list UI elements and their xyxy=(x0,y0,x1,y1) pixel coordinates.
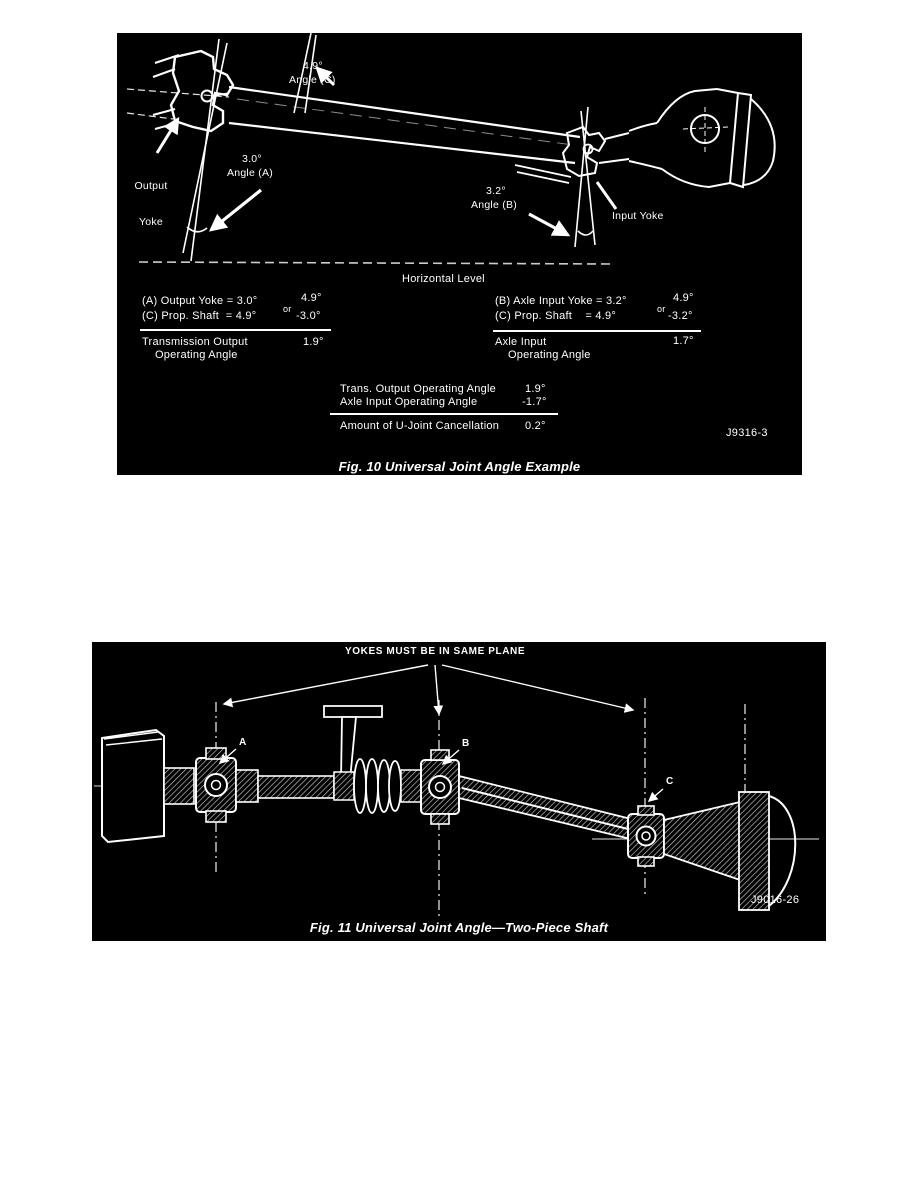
right-calc-row2: (C) Prop. Shaft = 4.9° xyxy=(495,310,617,322)
joint-b-drawing xyxy=(421,750,459,824)
axle-drawing xyxy=(629,89,775,187)
left-calc-result-value: 1.9° xyxy=(303,336,324,348)
output-yoke-label-line1: Output xyxy=(134,180,168,192)
right-calc-alt-top: 4.9° xyxy=(673,292,694,304)
fig11-line-art xyxy=(92,642,826,941)
input-yoke-drawing xyxy=(563,127,629,176)
input-yoke-label: Input Yoke xyxy=(612,210,664,222)
fig11-panel xyxy=(92,642,826,941)
fig10-caption: Fig. 10 Universal Joint Angle Example xyxy=(338,459,581,474)
angle-a-value: 3.0° xyxy=(242,153,262,165)
summary-total-label: Amount of U-Joint Cancellation xyxy=(340,420,500,432)
fig10-ref-code: J9316-3 xyxy=(726,427,768,439)
right-calc-alt-bottom: -3.2° xyxy=(668,310,693,322)
angle-a-lines xyxy=(183,39,227,261)
angle-a-arrow xyxy=(211,190,261,230)
fig11-caption: Fig. 11 Universal Joint Angle—Two-Piece Shaft xyxy=(309,920,609,935)
fig11-ref-code: J9016-26 xyxy=(751,894,800,906)
summary-row2-label: Axle Input Operating Angle xyxy=(340,396,478,408)
summary-row1-label: Trans. Output Operating Angle xyxy=(340,383,497,395)
joint-a-drawing xyxy=(164,748,334,822)
right-calc-rule xyxy=(493,330,701,332)
output-yoke-arrow xyxy=(157,119,178,153)
left-calc-result-line1: Transmission Output xyxy=(142,336,248,348)
fig10-panel xyxy=(117,33,802,475)
transmission-drawing xyxy=(102,730,164,842)
summary-row1-value: 1.9° xyxy=(525,383,546,395)
differential-drawing xyxy=(664,792,795,910)
horizontal-level-line xyxy=(139,262,611,264)
right-calc-result-line1: Axle Input xyxy=(495,336,547,348)
left-calc-row2: (C) Prop. Shaft = 4.9° xyxy=(142,310,257,322)
input-yoke-pointer xyxy=(597,182,616,209)
left-calc-rule xyxy=(140,329,331,331)
left-calc-or: or xyxy=(283,304,292,314)
output-yoke-drawing xyxy=(153,51,233,131)
joint-label-b: B xyxy=(462,738,470,749)
right-calc-result-value: 1.7° xyxy=(673,335,694,347)
joint-label-c: C xyxy=(666,776,674,787)
output-yoke-label-line2: Yoke xyxy=(139,216,163,228)
summary-row2-value: -1.7° xyxy=(522,396,547,408)
fig11-banner: YOKES MUST BE IN SAME PLANE xyxy=(345,646,526,657)
horizontal-level-label: Horizontal Level xyxy=(402,273,485,285)
angle-a-label: Angle (A) xyxy=(227,167,274,179)
left-calc-result-line2: Operating Angle xyxy=(155,349,238,361)
alignment-lines xyxy=(216,698,745,920)
joint-label-a: A xyxy=(239,737,247,748)
right-calc-result-line2: Operating Angle xyxy=(508,349,591,361)
right-calc-row1: (B) Axle Input Yoke = 3.2° xyxy=(495,295,627,307)
angle-b-label: Angle (B) xyxy=(471,199,518,211)
joint-c-drawing xyxy=(628,806,664,866)
angle-c-label: Angle (C) xyxy=(289,74,336,86)
left-calc-alt-bottom: -3.0° xyxy=(296,310,321,322)
summary-total-value: 0.2° xyxy=(525,420,546,432)
banner-arrows xyxy=(224,665,633,714)
summary-rule xyxy=(330,413,558,415)
right-calc-or: or xyxy=(657,304,666,314)
left-calc-row1: (A) Output Yoke = 3.0° xyxy=(142,295,258,307)
output-yoke-label xyxy=(123,156,179,252)
rear-shaft-drawing xyxy=(459,776,635,840)
angle-b-arrow xyxy=(529,214,568,235)
angle-c-value: 4.9° xyxy=(303,60,323,72)
prop-shaft-drawing xyxy=(229,87,580,183)
angle-b-value: 3.2° xyxy=(486,185,506,197)
left-calc-alt-top: 4.9° xyxy=(301,292,322,304)
fig10-line-art xyxy=(117,33,802,475)
angle-c-lines xyxy=(294,33,316,113)
